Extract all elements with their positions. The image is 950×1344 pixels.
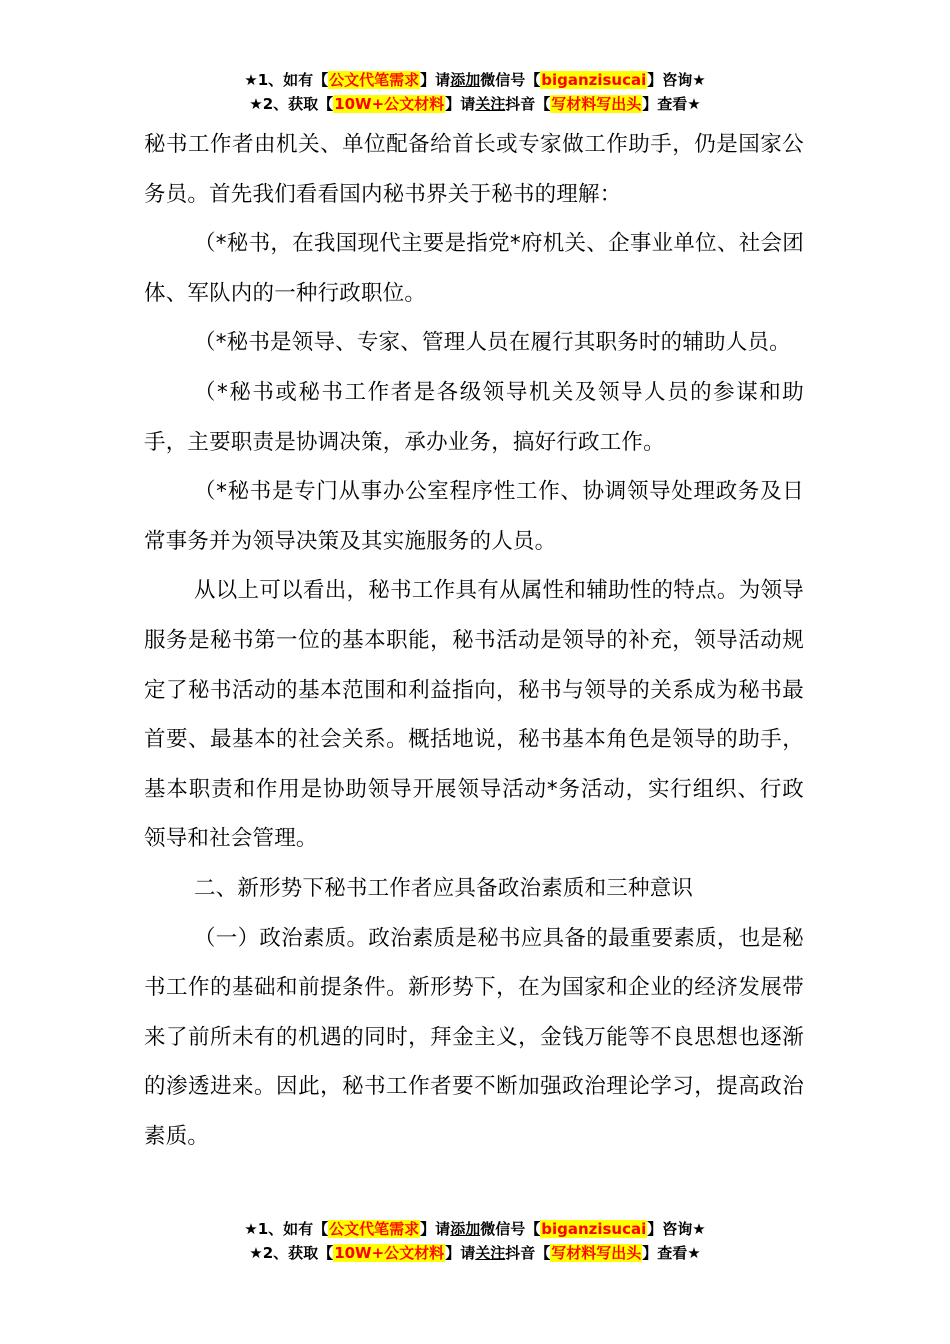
- promo-text: 微信号【: [480, 71, 541, 89]
- promo-text: 】咨询★: [647, 71, 706, 89]
- promo-text: 】请: [420, 1220, 451, 1238]
- highlight-text: 写材料写出头: [551, 95, 642, 113]
- paragraph: 秘书工作者由机关、单位配备给首长或专家做工作助手，仍是国家公务员。首先我们看看国内秘书界关于秘书的理解：: [144, 132, 804, 207]
- promo-text: 】查看★: [642, 95, 701, 113]
- underlined-text: 添加: [450, 1220, 481, 1238]
- paragraph: （*秘书，在我国现代主要是指党*府机关、企事业单位、社会团体、军队内的一种行政职位。: [144, 231, 804, 306]
- highlight-text: 公文代笔需求: [329, 1220, 420, 1238]
- promo-line-1: [0, 68, 950, 92]
- paragraph: （一）政治素质。政治素质是秘书应具备的最重要素质，也是秘书工作的基础和前提条件。新形势下，在为国家和企业的经济发展带来了前所未有的机遇的同时，拜金主义，金钱万能等不良思想也逐渐的渗透进来。因此，秘书工作者要不断加强政治理论学习，提高政治素质。: [144, 925, 804, 1149]
- promo-text: ★2、获取【: [249, 1244, 334, 1262]
- underlined-text: 关注: [475, 95, 506, 113]
- paragraph: 从以上可以看出，秘书工作具有从属性和辅助性的特点。为领导服务是秘书第一位的基本职能，秘书活动是领导的补充，领导活动规定了秘书活动的基本范围和利益指向，秘书与领导的关系成为秘书最首要、最基本的社会关系。概括地说，秘书基本角色是领导的助手，基本职责和作用是协助领导开展领导活动*务活动，实行组织、行政领导和社会管理。: [144, 578, 804, 852]
- highlight-text: 写材料写出头: [551, 1244, 642, 1262]
- document-body: [144, 120, 804, 1161]
- promo-text: 抖音【: [505, 1244, 551, 1262]
- paragraph: （*秘书是专门从事办公室程序性工作、协调领导处理政务及日常事务并为领导决策及其实施服务的人员。: [144, 479, 804, 554]
- promo-text: 抖音【: [505, 95, 551, 113]
- promo-text: 】咨询★: [647, 1220, 706, 1238]
- highlight-text: 10W+公文材料: [334, 95, 445, 113]
- promo-text: ★1、如有【: [244, 71, 329, 89]
- promo-text: ★2、获取【: [249, 95, 334, 113]
- promo-banner-top: [0, 68, 950, 116]
- promo-text: 】请: [445, 95, 476, 113]
- paragraph: （*秘书是领导、专家、管理人员在履行其职务时的辅助人员。: [194, 330, 791, 356]
- promo-text: 】请: [420, 71, 451, 89]
- promo-text: 】查看★: [642, 1244, 701, 1262]
- highlight-text: biganzisucai: [541, 71, 647, 89]
- highlight-text: 10W+公文材料: [334, 1244, 445, 1262]
- promo-banner-bottom: [0, 1217, 950, 1265]
- promo-line-2: [0, 1241, 950, 1265]
- promo-line-1: [0, 1217, 950, 1241]
- promo-text: ★1、如有【: [244, 1220, 329, 1238]
- highlight-text: biganzisucai: [541, 1220, 647, 1238]
- promo-text: 微信号【: [480, 1220, 541, 1238]
- promo-line-2: [0, 92, 950, 116]
- section-heading: 二、新形势下秘书工作者应具备政治素质和三种意识: [194, 875, 694, 901]
- highlight-text: 公文代笔需求: [329, 71, 420, 89]
- paragraph: （*秘书或秘书工作者是各级领导机关及领导人员的参谋和助手，主要职责是协调决策，承办业务，搞好行政工作。: [144, 379, 804, 455]
- promo-text: 】请: [445, 1244, 476, 1262]
- underlined-text: 添加: [450, 71, 481, 89]
- underlined-text: 关注: [475, 1244, 506, 1262]
